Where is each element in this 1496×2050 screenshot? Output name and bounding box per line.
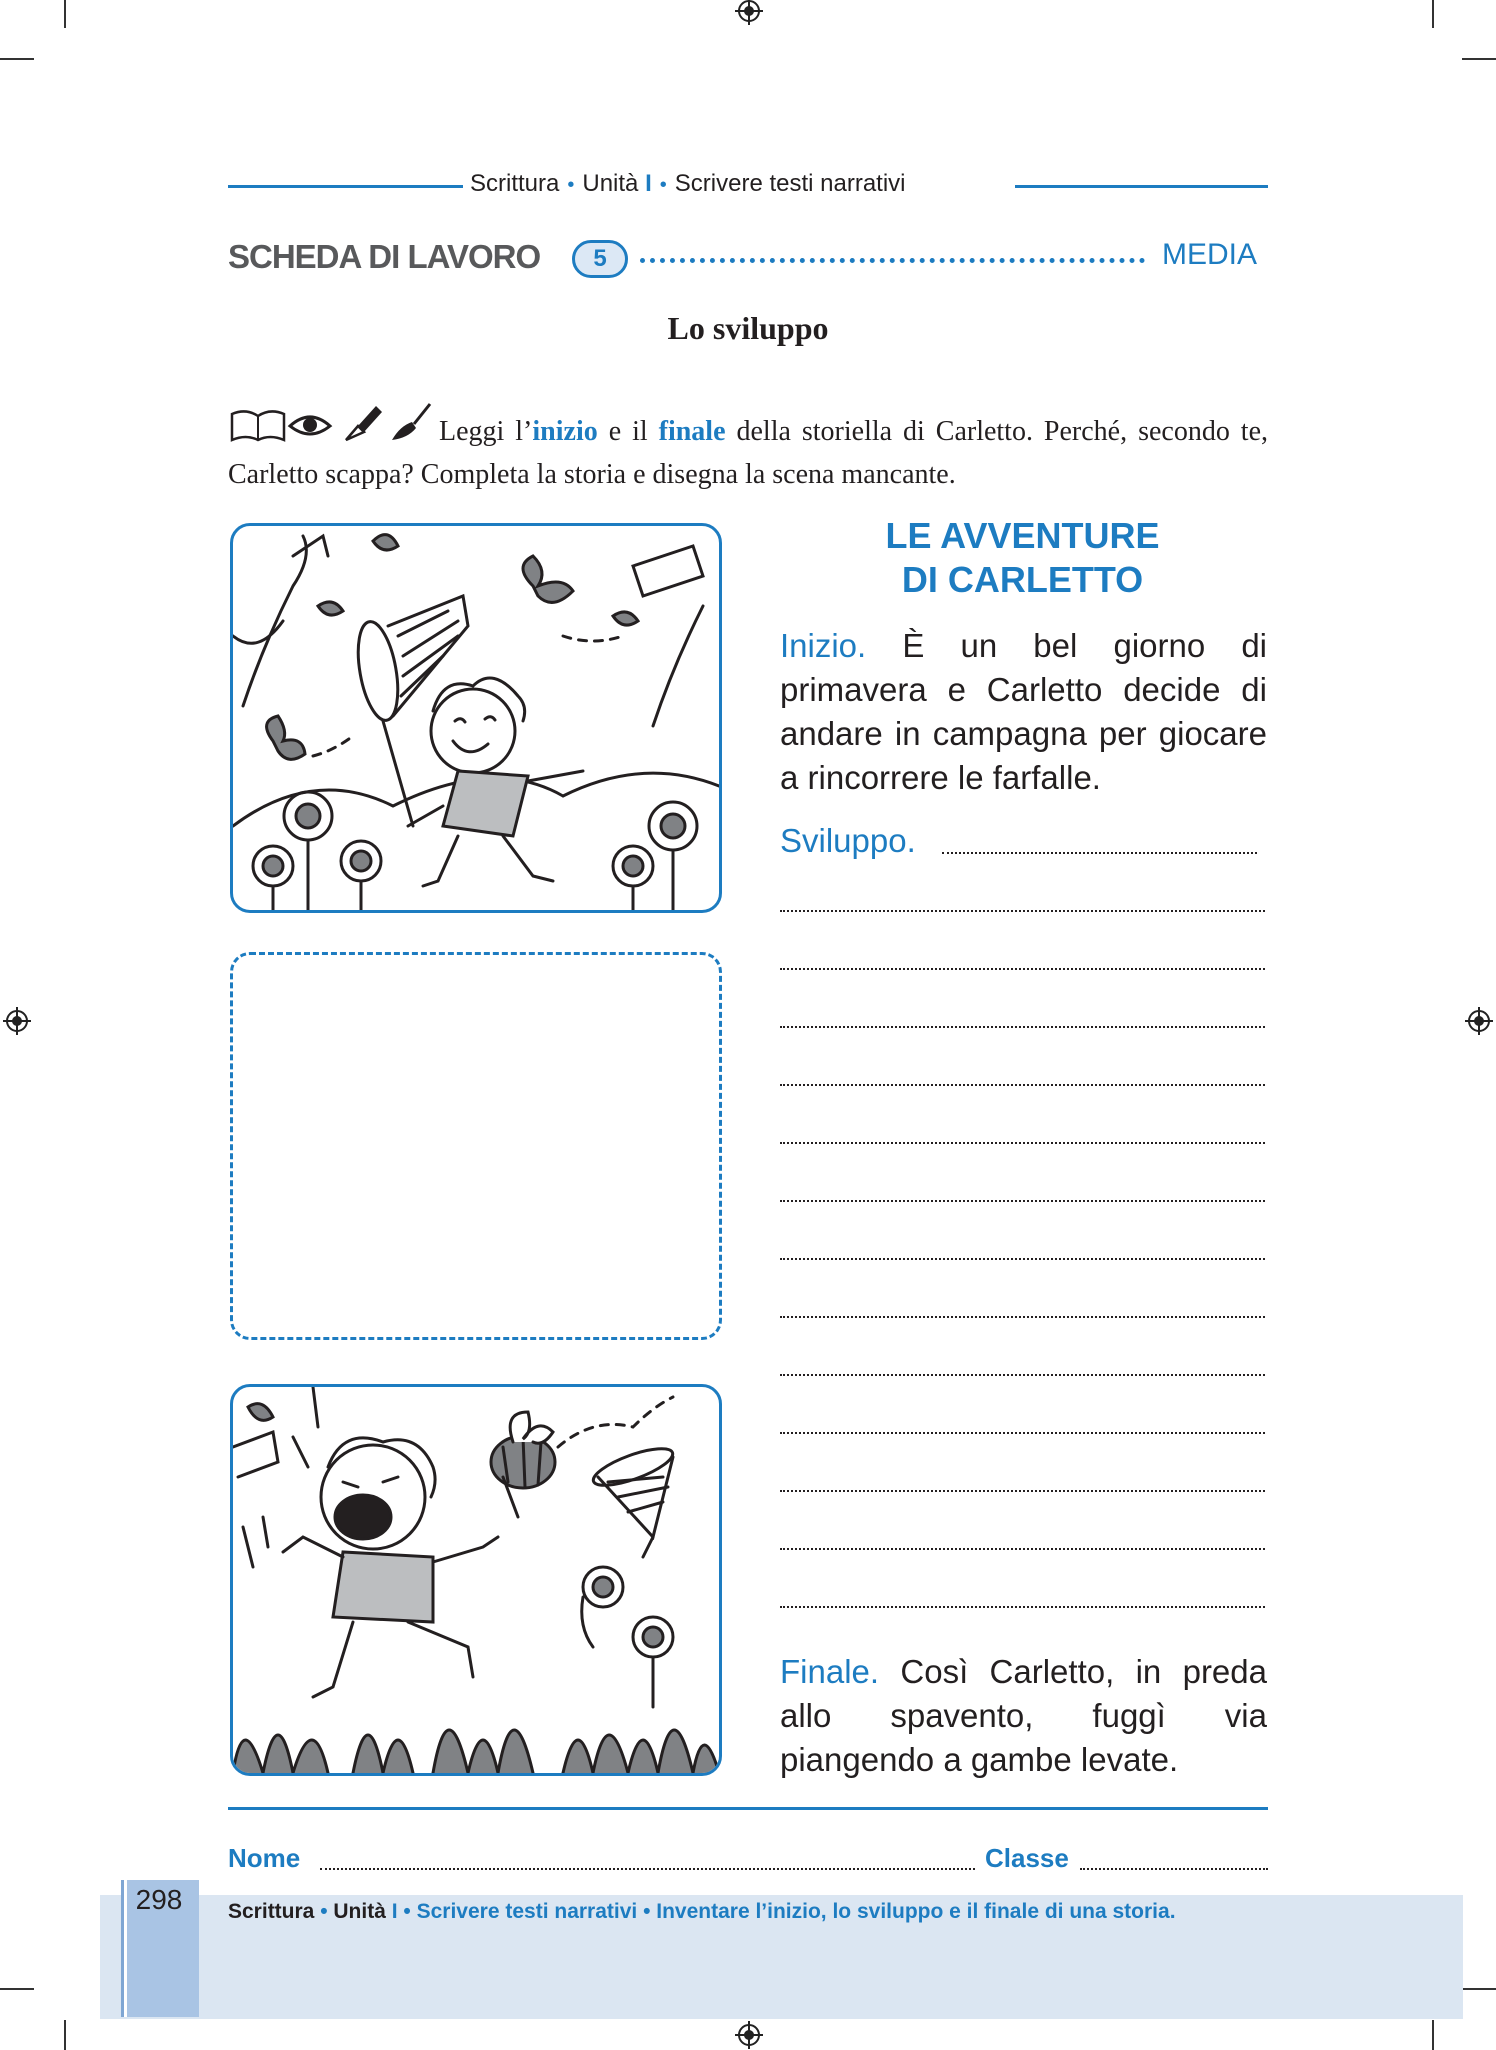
story-beginning bbox=[780, 624, 1267, 800]
difficulty-level: MEDIA bbox=[1162, 238, 1258, 271]
header-topic: Scrivere testi narrativi bbox=[674, 170, 906, 197]
writing-line[interactable] bbox=[780, 1374, 1265, 1376]
sviluppo-label: Sviluppo. bbox=[780, 822, 916, 859]
writing-line[interactable] bbox=[780, 1606, 1265, 1608]
story-title-line: DI CARLETTO bbox=[901, 559, 1144, 600]
writing-line[interactable] bbox=[780, 1490, 1265, 1492]
writing-line[interactable] bbox=[780, 1258, 1265, 1260]
illustration-start-panel bbox=[230, 523, 722, 913]
crop-mark bbox=[1432, 2020, 1434, 2050]
header-section: Scrittura bbox=[470, 170, 560, 197]
writing-line[interactable] bbox=[780, 1084, 1265, 1086]
crop-mark bbox=[1432, 0, 1434, 28]
instruction-text bbox=[228, 400, 1268, 494]
writing-line[interactable] bbox=[780, 1026, 1265, 1028]
classe-label: Classe bbox=[985, 1843, 1069, 1873]
page-number: 298 bbox=[135, 1884, 183, 1915]
crop-mark bbox=[1462, 58, 1496, 60]
classe-field[interactable] bbox=[1080, 1868, 1268, 1870]
footer-unit-label: Unità bbox=[333, 1900, 386, 1923]
inizio-label: Inizio. bbox=[780, 627, 867, 664]
header-unit-number: I bbox=[645, 170, 652, 197]
registration-mark-icon bbox=[738, 0, 760, 22]
crop-mark bbox=[1462, 1988, 1496, 1990]
story-ending bbox=[780, 1650, 1267, 1782]
story-title bbox=[780, 514, 1265, 602]
footer-section: Scrittura bbox=[228, 1900, 315, 1923]
footer-goal: Inventare l’inizio, lo sviluppo e il finale di una storia. bbox=[656, 1900, 1176, 1923]
registration-mark-icon bbox=[738, 2024, 760, 2046]
footer-strip-text: Scrittura • Unità I • Scrivere testi narrativi • Inventare l’inizio, lo sviluppo e il finale di una storia. bbox=[228, 1900, 1176, 1923]
story-title-line: LE AVVENTURE bbox=[885, 515, 1160, 556]
writing-line[interactable] bbox=[780, 1432, 1265, 1434]
activity-icons bbox=[228, 400, 433, 455]
boy-fleeing-bee-illustration bbox=[233, 1387, 719, 1773]
writing-line[interactable] bbox=[780, 1200, 1265, 1202]
sheet-label: SCHEDA DI LAVORO bbox=[228, 238, 541, 275]
writing-line[interactable] bbox=[942, 852, 1257, 854]
footer-unit-number: I bbox=[391, 1900, 398, 1923]
instruction-part: della storiella di Carletto. Perché, secondo te, Carletto scappa? Completa la storia e disegna la scena mancante. bbox=[228, 416, 1268, 490]
nome-field[interactable] bbox=[320, 1868, 975, 1870]
crop-mark bbox=[0, 58, 34, 60]
inizio-text: È un bel giorno di primavera e Carletto decide di andare in campagna per giocare a rincorrere le farfalle. bbox=[780, 627, 1267, 796]
crop-mark bbox=[64, 0, 66, 28]
page-title: Lo sviluppo bbox=[667, 310, 829, 346]
nome-label: Nome bbox=[228, 1843, 301, 1873]
instruction-part: e il bbox=[597, 416, 659, 447]
footer-rule bbox=[228, 1807, 1268, 1810]
writing-line[interactable] bbox=[780, 1316, 1265, 1318]
running-header: Scrittura • Unità I • Scrivere testi narrativi bbox=[470, 170, 906, 197]
writing-line[interactable] bbox=[780, 910, 1265, 912]
finale-text: Così Carletto, in preda allo spavento, fuggì via piangendo a gambe levate. bbox=[780, 1653, 1267, 1778]
crop-mark bbox=[0, 1988, 34, 1990]
finale-label: Finale. bbox=[780, 1653, 880, 1690]
keyword-finale: finale bbox=[658, 416, 726, 447]
dotted-separator bbox=[640, 258, 1145, 263]
crop-mark bbox=[64, 2020, 66, 2050]
header-rule-right bbox=[1015, 185, 1268, 188]
illustration-end-panel bbox=[230, 1384, 722, 1776]
header-rule-left bbox=[228, 185, 463, 188]
registration-mark-icon bbox=[6, 1010, 28, 1032]
writing-line[interactable] bbox=[780, 968, 1265, 970]
instruction-part: Leggi l’ bbox=[439, 416, 533, 447]
read-observe-write-draw-icon bbox=[228, 400, 433, 444]
registration-mark-icon bbox=[1468, 1010, 1490, 1032]
header-unit-label: Unità bbox=[582, 170, 639, 197]
sheet-number-badge: 5 bbox=[572, 240, 628, 278]
writing-line[interactable] bbox=[780, 1142, 1265, 1144]
writing-line[interactable] bbox=[780, 1548, 1265, 1550]
boy-chasing-butterflies-illustration bbox=[233, 526, 719, 910]
footer-topic: Scrivere testi narrativi bbox=[416, 1900, 638, 1923]
drawing-area[interactable] bbox=[230, 952, 722, 1340]
keyword-inizio: inizio bbox=[532, 416, 598, 447]
